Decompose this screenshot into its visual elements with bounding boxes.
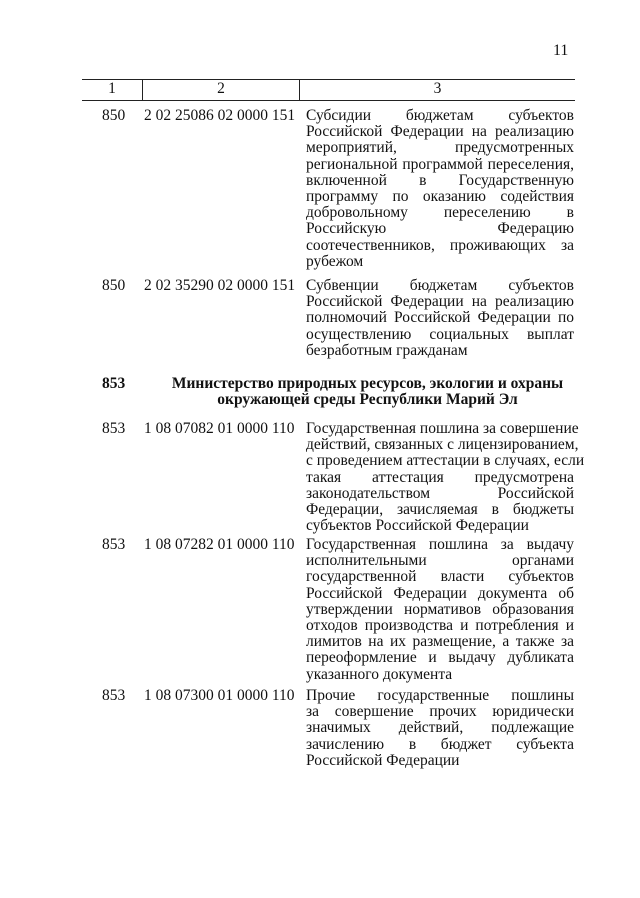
kbk-code: 2 02 25086 02 0000 151 [144, 107, 296, 124]
description-line: осуществлению социальных выплат [306, 325, 574, 343]
description-line: региональной программой переселения, [306, 155, 574, 173]
description-line: включенной в Государственную [306, 171, 574, 189]
description-line: соотечественников, проживающих за [306, 236, 574, 254]
description-line: утверждении нормативов образования [306, 600, 574, 618]
description-line: рубежом [306, 252, 364, 270]
description-line: Федерации, зачисляемая в бюджеты [306, 501, 574, 519]
header-col-3: 3 [433, 80, 442, 97]
section-code: 853 [102, 375, 126, 392]
description-line: мероприятий, предусмотренных [306, 139, 574, 157]
description-line: лимитов на их размещение, а также за [306, 633, 574, 651]
description-line: Российской Федерации на реализацию [306, 293, 574, 311]
section-title-line: Министерство природных ресурсов, экологии и охраны [171, 375, 564, 392]
header-col-1: 1 [108, 80, 116, 97]
admin-code: 853 [102, 536, 126, 553]
section-title-line: окружающей среды Республики Марий Эл [217, 391, 518, 409]
admin-code: 850 [102, 277, 126, 294]
admin-code: 850 [102, 107, 126, 124]
row-description [306, 537, 574, 683]
description-line: Государственная пошлина за выдачу [306, 536, 574, 553]
description-line: Российской Федерации документа об [306, 584, 574, 602]
row-description [306, 108, 574, 270]
description-line: Российской Федерации [306, 751, 460, 769]
description-line: переоформление и выдачу дубликата [306, 649, 574, 667]
description-line: Субсидии бюджетам субъектов [306, 107, 574, 124]
description-line: Российскую Федерацию [306, 220, 574, 238]
description-line: значимых действий, подлежащие [306, 719, 574, 737]
row-description [306, 278, 574, 359]
description-line: Субвенции бюджетам субъектов [306, 277, 574, 294]
description-line: указанного документа [306, 665, 453, 683]
description-line: безработным гражданам [306, 341, 468, 359]
kbk-code: 2 02 35290 02 0000 151 [144, 277, 296, 294]
admin-code: 853 [102, 420, 126, 437]
description-line: субъектов Российской Федерации [306, 517, 529, 535]
row-description [306, 420, 585, 535]
description-line: законодательством Российской [306, 484, 574, 502]
kbk-code: 1 08 07282 01 0000 110 [144, 536, 295, 553]
description-line: за совершение прочих юридически [306, 703, 574, 721]
description-line: зачислению в бюджет субъекта [306, 735, 574, 753]
description-line: Российской Федерации на реализацию [306, 123, 574, 141]
section-title [160, 376, 575, 408]
description-line: действий, связанных с лицензированием, [306, 436, 579, 454]
description-line: Государственная пошлина за совершение [306, 420, 579, 437]
description-line: полномочий Российской Федерации по [306, 309, 574, 327]
admin-code: 853 [102, 687, 126, 704]
row-description [306, 688, 574, 769]
description-line: такая аттестация предусмотрена [306, 468, 574, 486]
description-line: государственной власти субъектов [306, 568, 574, 586]
description-line: исполнительными органами [306, 552, 574, 570]
description-line: добровольному переселению в [306, 204, 574, 222]
kbk-code: 1 08 07082 01 0000 110 [144, 420, 295, 437]
table-header [82, 79, 575, 101]
page-number: 11 [553, 42, 569, 59]
kbk-code: 1 08 07300 01 0000 110 [144, 687, 295, 704]
description-line: Прочие государственные пошлины [306, 687, 574, 704]
description-line: программу по оказанию содействия [306, 188, 574, 206]
description-line: с проведением аттестации в случаях, если [306, 452, 585, 470]
header-col-2: 2 [217, 80, 225, 97]
description-line: отходов производства и потребления и [306, 617, 574, 635]
